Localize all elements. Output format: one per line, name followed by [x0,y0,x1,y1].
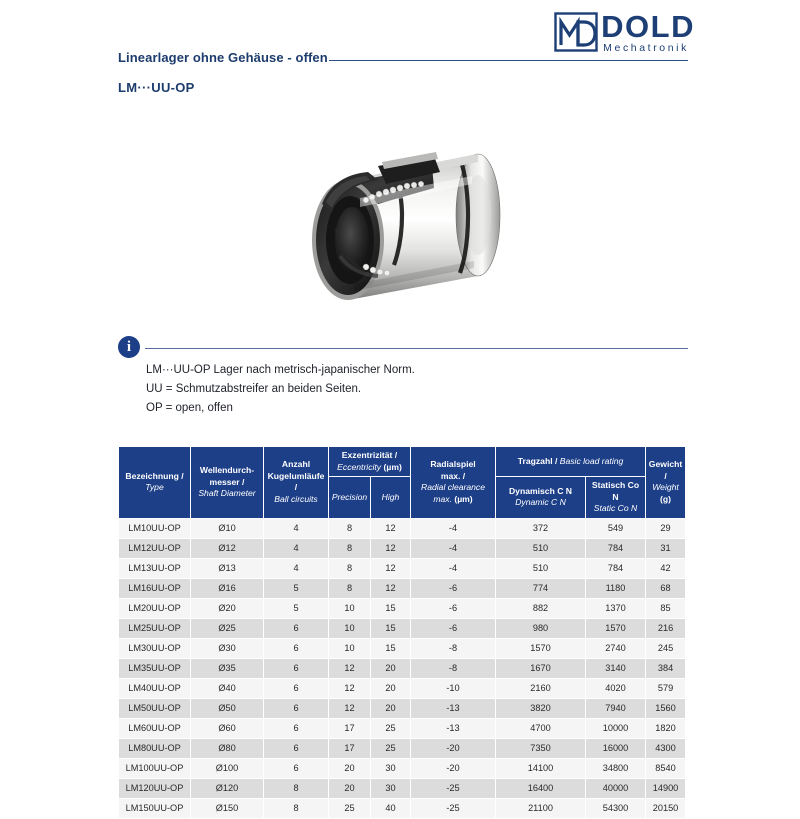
cell-eccentricity-high: 15 [371,618,411,638]
column-header-type [119,447,191,519]
cell-eccentricity-precision: 17 [329,718,371,738]
table-body [119,518,686,818]
cell-eccentricity-precision: 8 [329,578,371,598]
cell-static-load: 1180 [586,578,646,598]
cell-shaft-diameter: Ø35 [191,658,264,678]
cell-static-load: 34800 [586,758,646,778]
cell-type: LM35UU-OP [119,658,191,678]
info-icon: i [118,336,140,358]
cell-eccentricity-precision: 8 [329,518,371,538]
cell-shaft-diameter: Ø80 [191,738,264,758]
column-header-weight-en: Weight [652,482,679,493]
cell-ball-circuits: 5 [264,578,329,598]
cell-eccentricity-high: 15 [371,638,411,658]
cell-ball-circuits: 6 [264,758,329,778]
cell-eccentricity-precision: 20 [329,758,371,778]
cell-type: LM13UU-OP [119,558,191,578]
column-header-radial-unit: (µm) [454,493,473,504]
cell-eccentricity-high: 12 [371,518,411,538]
column-header-weight-unit: (g) [660,493,671,504]
cell-type: LM60UU-OP [119,718,191,738]
cell-ball-circuits: 8 [264,778,329,798]
cell-radial-clearance: -4 [411,558,496,578]
cell-shaft-diameter: Ø40 [191,678,264,698]
column-header-shaft-de-2: messer / [209,476,245,487]
cell-eccentricity-precision: 10 [329,638,371,658]
cell-radial-clearance: -8 [411,638,496,658]
cell-radial-clearance: -13 [411,698,496,718]
cell-type: LM12UU-OP [119,538,191,558]
cell-radial-clearance: -20 [411,758,496,778]
cell-static-load: 7940 [586,698,646,718]
column-header-stat-de: Statisch Co N [591,480,640,502]
cell-eccentricity-high: 12 [371,578,411,598]
column-header-load-rating-group [496,447,646,477]
cell-radial-clearance: -6 [411,598,496,618]
cell-dynamic-load: 1670 [496,658,586,678]
cell-static-load: 784 [586,558,646,578]
cell-weight: 579 [646,678,686,698]
column-header-load-de: Tragzahl / [517,455,558,466]
column-header-high-label: High [381,491,400,502]
product-image [282,128,532,318]
cell-eccentricity-high: 40 [371,798,411,818]
cell-type: LM120UU-OP [119,778,191,798]
cell-shaft-diameter: Ø120 [191,778,264,798]
table-row [119,638,686,658]
column-header-high [371,477,411,519]
cell-eccentricity-precision: 20 [329,778,371,798]
column-header-eccentricity-group [329,447,411,477]
cell-radial-clearance: -20 [411,738,496,758]
cell-static-load: 4020 [586,678,646,698]
table-row [119,558,686,578]
cell-dynamic-load: 2160 [496,678,586,698]
table-row [119,578,686,598]
column-header-radial-en-2: max. [433,493,452,504]
column-header-circuits-en: Ball circuits [274,493,318,504]
column-header-dynamic-load [496,477,586,519]
column-header-weight [646,447,686,519]
column-header-circuits-de-1: Anzahl [281,459,311,470]
cell-radial-clearance: -8 [411,658,496,678]
table-row [119,618,686,638]
table-row [119,718,686,738]
cell-dynamic-load: 980 [496,618,586,638]
info-divider [145,348,688,349]
cell-shaft-diameter: Ø60 [191,718,264,738]
cell-eccentricity-precision: 8 [329,558,371,578]
cell-eccentricity-high: 15 [371,598,411,618]
specification-table [118,446,686,819]
cell-type: LM100UU-OP [119,758,191,778]
cell-static-load: 10000 [586,718,646,738]
cell-shaft-diameter: Ø30 [191,638,264,658]
cell-static-load: 54300 [586,798,646,818]
cell-weight: 1560 [646,698,686,718]
column-header-type-de: Bezeichnung / [125,470,184,481]
cell-eccentricity-precision: 12 [329,678,371,698]
cell-type: LM50UU-OP [119,698,191,718]
cell-weight: 85 [646,598,686,618]
cell-type: LM40UU-OP [119,678,191,698]
info-note [118,336,688,418]
cell-type: LM16UU-OP [119,578,191,598]
cell-weight: 20150 [646,798,686,818]
info-note-text [146,361,688,418]
table-header-row-1 [119,447,686,477]
brand-logo [554,9,695,55]
table-row [119,538,686,558]
cell-eccentricity-high: 25 [371,718,411,738]
cell-eccentricity-precision: 25 [329,798,371,818]
brand-tagline: Mechatronik [603,42,689,55]
cell-weight: 31 [646,538,686,558]
cell-ball-circuits: 6 [264,698,329,718]
cell-weight: 29 [646,518,686,538]
cell-shaft-diameter: Ø150 [191,798,264,818]
cell-eccentricity-high: 25 [371,738,411,758]
cell-type: LM80UU-OP [119,738,191,758]
cell-radial-clearance: -13 [411,718,496,738]
table-row [119,798,686,818]
brand-name: DOLD [601,9,695,44]
cell-dynamic-load: 510 [496,538,586,558]
cell-type: LM150UU-OP [119,798,191,818]
cell-dynamic-load: 16400 [496,778,586,798]
cell-shaft-diameter: Ø10 [191,518,264,538]
page-title-row [118,50,688,65]
column-header-shaft-en: Shaft Diameter [198,488,256,498]
cell-dynamic-load: 510 [496,558,586,578]
cell-eccentricity-precision: 12 [329,658,371,678]
cell-static-load: 549 [586,518,646,538]
cell-static-load: 3140 [586,658,646,678]
table-row [119,698,686,718]
cell-shaft-diameter: Ø100 [191,758,264,778]
cell-static-load: 16000 [586,738,646,758]
cell-weight: 216 [646,618,686,638]
cell-weight: 4300 [646,738,686,758]
page-subtitle: LM···UU-OP [118,80,195,95]
info-note-header [118,336,688,358]
cell-shaft-diameter: Ø50 [191,698,264,718]
cell-shaft-diameter: Ø16 [191,578,264,598]
page-title: Linearlager ohne Gehäuse - offen [118,50,328,65]
cell-shaft-diameter: Ø25 [191,618,264,638]
cell-dynamic-load: 4700 [496,718,586,738]
cell-eccentricity-high: 30 [371,778,411,798]
column-header-precision [329,477,371,519]
info-line-3: OP = open, offen [146,402,233,414]
md-monogram-logo-icon [554,12,598,52]
cell-ball-circuits: 8 [264,798,329,818]
column-header-ecc-unit: (µm) [383,461,402,472]
table-row [119,658,686,678]
cell-static-load: 40000 [586,778,646,798]
column-header-dyn-en: Dynamic C N [515,497,566,508]
table-row [119,738,686,758]
cell-ball-circuits: 6 [264,658,329,678]
cell-ball-circuits: 6 [264,738,329,758]
cell-type: LM10UU-OP [119,518,191,538]
cell-dynamic-load: 3820 [496,698,586,718]
column-header-shaft-diameter [191,447,264,519]
cell-weight: 68 [646,578,686,598]
column-header-type-en: Type [145,482,164,493]
column-header-dyn-de: Dynamisch C N [508,485,573,496]
cell-weight: 245 [646,638,686,658]
column-header-radial-de-2: max. / [440,470,466,481]
column-header-static-load [586,477,646,519]
title-divider [329,60,688,61]
cell-ball-circuits: 6 [264,718,329,738]
cell-radial-clearance: -25 [411,798,496,818]
cell-dynamic-load: 7350 [496,738,586,758]
table-row [119,518,686,538]
cell-eccentricity-precision: 12 [329,698,371,718]
table-row [119,778,686,798]
info-line-1: LM···UU-OP Lager nach metrisch-japanischer Norm. [146,364,415,376]
column-header-radial-clearance [411,447,496,519]
brand-wordmark [601,9,695,55]
cell-weight: 384 [646,658,686,678]
cell-eccentricity-high: 20 [371,698,411,718]
cell-dynamic-load: 372 [496,518,586,538]
cell-ball-circuits: 6 [264,678,329,698]
column-header-radial-en-1: Radial clearance [420,482,485,493]
cell-weight: 14900 [646,778,686,798]
column-header-ecc-de: Exzentrizität / [341,450,398,460]
cell-ball-circuits: 4 [264,538,329,558]
cell-eccentricity-precision: 17 [329,738,371,758]
info-line-2: UU = Schmutzabstreifer an beiden Seiten. [146,383,362,395]
cell-dynamic-load: 21100 [496,798,586,818]
column-header-precision-label: Precision [331,491,368,502]
column-header-ecc-en: Eccentricity [337,461,382,472]
column-header-weight-de: Gewicht / [648,459,683,481]
cell-shaft-diameter: Ø12 [191,538,264,558]
cell-ball-circuits: 5 [264,598,329,618]
cell-eccentricity-precision: 8 [329,538,371,558]
cell-weight: 42 [646,558,686,578]
cell-radial-clearance: -4 [411,538,496,558]
column-header-radial-de-1: Radialspiel [430,459,476,470]
cell-static-load: 2740 [586,638,646,658]
cell-ball-circuits: 6 [264,618,329,638]
cell-static-load: 1570 [586,618,646,638]
cell-dynamic-load: 774 [496,578,586,598]
cell-ball-circuits: 6 [264,638,329,658]
column-header-shaft-de-1: Wellendurch- [199,465,255,475]
cell-type: LM25UU-OP [119,618,191,638]
cell-radial-clearance: -6 [411,618,496,638]
cell-static-load: 784 [586,538,646,558]
linear-ball-bearing-open-type-illustration [282,128,532,318]
cell-eccentricity-high: 20 [371,658,411,678]
cell-shaft-diameter: Ø13 [191,558,264,578]
table-row [119,598,686,618]
cell-dynamic-load: 14100 [496,758,586,778]
cell-dynamic-load: 882 [496,598,586,618]
cell-radial-clearance: -6 [411,578,496,598]
cell-weight: 1820 [646,718,686,738]
cell-shaft-diameter: Ø20 [191,598,264,618]
column-header-load-en: Basic load rating [559,455,624,466]
cell-eccentricity-high: 20 [371,678,411,698]
column-header-stat-en: Static Co N [593,503,638,513]
table-row [119,678,686,698]
cell-static-load: 1370 [586,598,646,618]
cell-dynamic-load: 1570 [496,638,586,658]
cell-radial-clearance: -25 [411,778,496,798]
table-header [119,447,686,519]
cell-eccentricity-precision: 10 [329,618,371,638]
cell-eccentricity-high: 12 [371,558,411,578]
cell-ball-circuits: 4 [264,518,329,538]
table-row [119,758,686,778]
cell-radial-clearance: -4 [411,518,496,538]
column-header-ball-circuits [264,447,329,519]
cell-weight: 8540 [646,758,686,778]
cell-eccentricity-precision: 10 [329,598,371,618]
cell-type: LM20UU-OP [119,598,191,618]
cell-eccentricity-high: 30 [371,758,411,778]
cell-type: LM30UU-OP [119,638,191,658]
column-header-circuits-de-2: Kugelumläufe / [267,470,325,493]
cell-ball-circuits: 4 [264,558,329,578]
cell-radial-clearance: -10 [411,678,496,698]
cell-eccentricity-high: 12 [371,538,411,558]
